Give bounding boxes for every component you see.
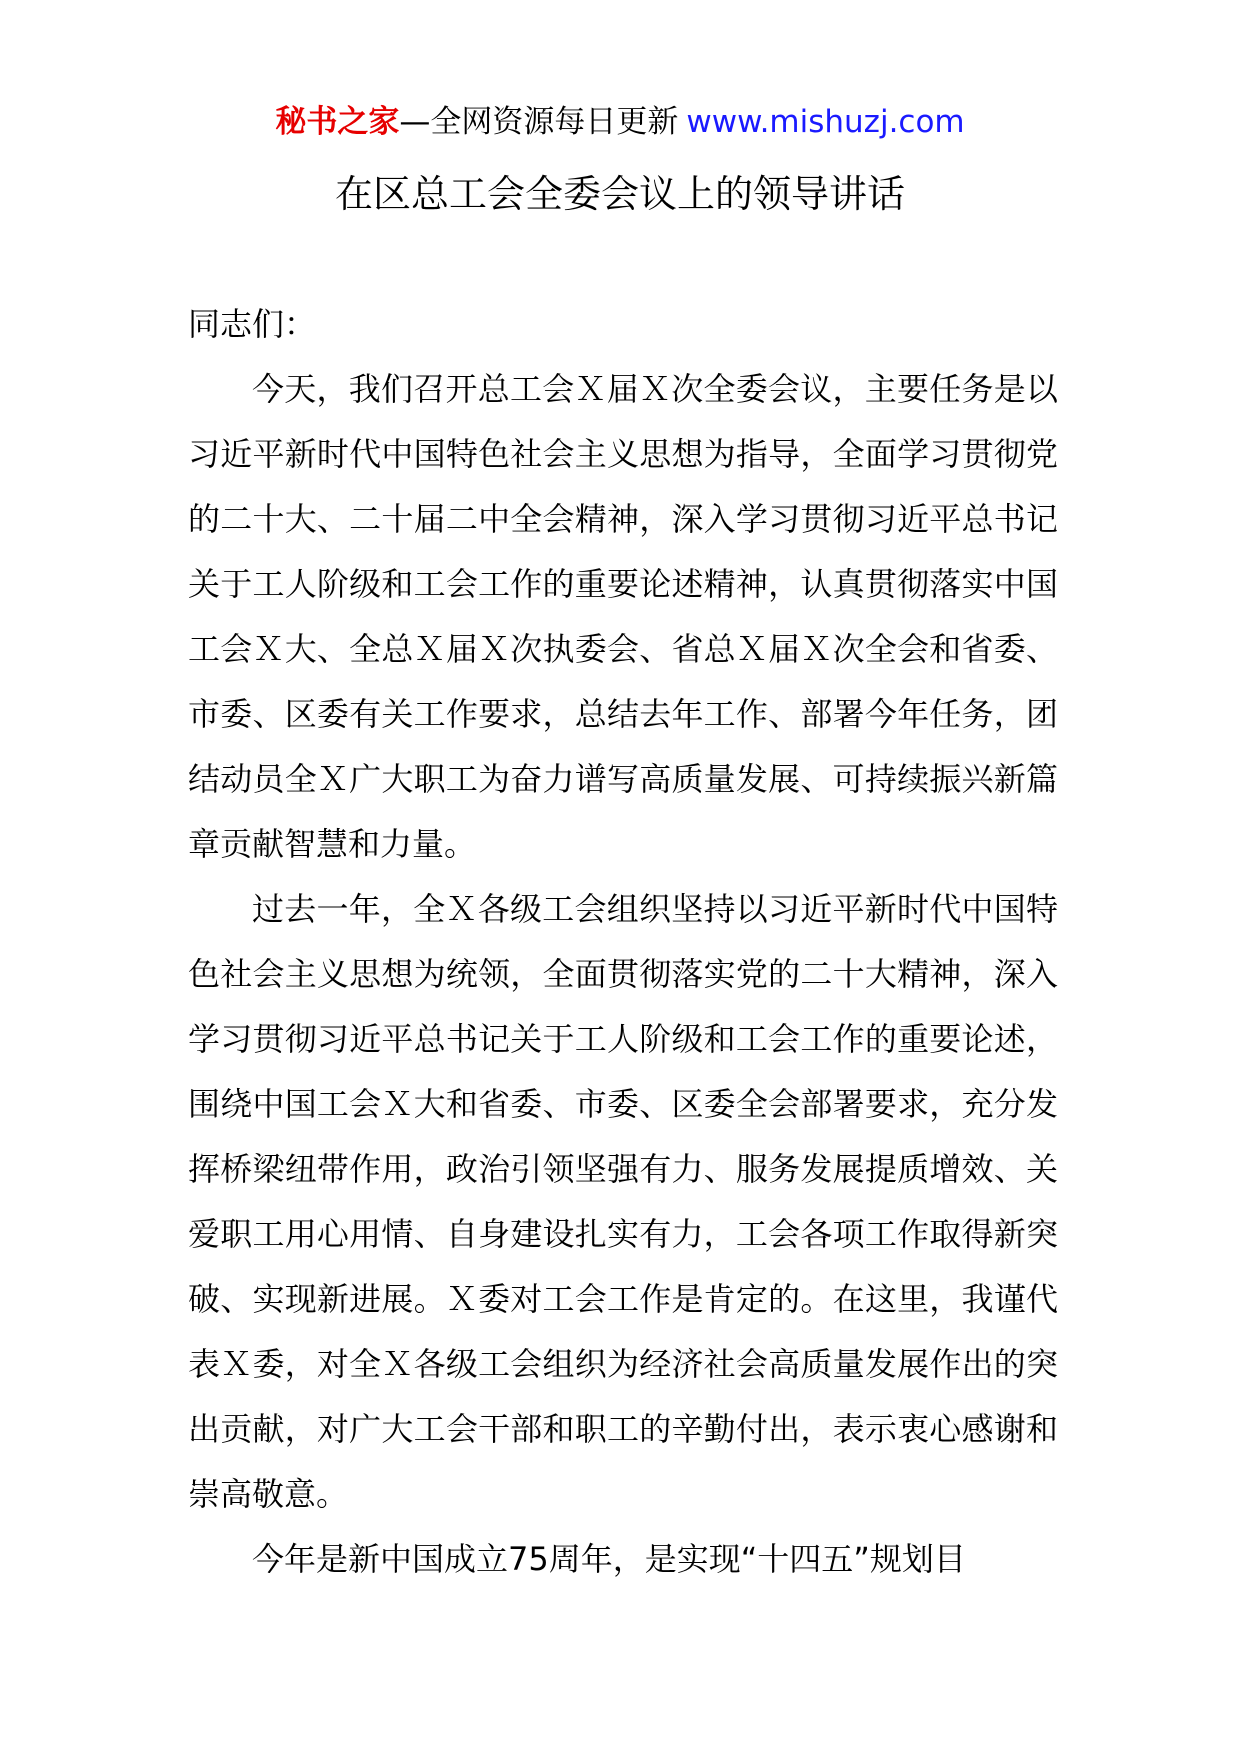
brand-name: 秘书之家 xyxy=(275,104,400,140)
salutation: 同志们： xyxy=(188,305,317,343)
document-body xyxy=(188,292,1058,1592)
site-header xyxy=(0,100,1240,144)
paragraph-1: 今天，我们召开总工会Ｘ届Ｘ次全委会议，主要任务是以习近平新时代中国特色社会主义思想为指导，全面学习贯彻党的二十大、二十届二中全会精神，深入学习贯彻习近平总书记关于工人阶级和工会工作的重要论述精神，认真贯彻落实中国工会Ｘ大、全总Ｘ届Ｘ次执委会、省总Ｘ届Ｘ次全会和省委、市委、区委有关工作要求，总结去年工作、部署今年任务，团结动员全Ｘ广大职工为奋力谱写高质量发展、可持续振兴新篇章贡献智慧和力量。 xyxy=(188,370,1058,863)
site-url-link[interactable]: www.mishuzj.com xyxy=(686,104,965,140)
document-title: 在区总工会全委会议上的领导讲话 xyxy=(334,172,905,216)
paragraph-2: 过去一年，全Ｘ各级工会组织坚持以习近平新时代中国特色社会主义思想为统领，全面贯彻落实党的二十大精神，深入学习贯彻习近平总书记关于工人阶级和工会工作的重要论述，围绕中国工会Ｘ大和省委、市委、区委全会部署要求，充分发挥桥梁纽带作用，政治引领坚强有力、服务发展提质增效、关爱职工用心用情、自身建设扎实有力，工会各项工作取得新突破、实现新进展。Ｘ委对工会工作是肯定的。在这里，我谨代表Ｘ委，对全Ｘ各级工会组织为经济社会高质量发展作出的突出贡献，对广大工会干部和职工的辛勤付出，表示衷心感谢和崇高敬意。 xyxy=(188,890,1058,1513)
paragraph-3: 今年是新中国成立75周年，是实现“十四五”规划目 xyxy=(252,1540,966,1578)
site-tagline: —全网资源每日更新 xyxy=(399,104,679,140)
